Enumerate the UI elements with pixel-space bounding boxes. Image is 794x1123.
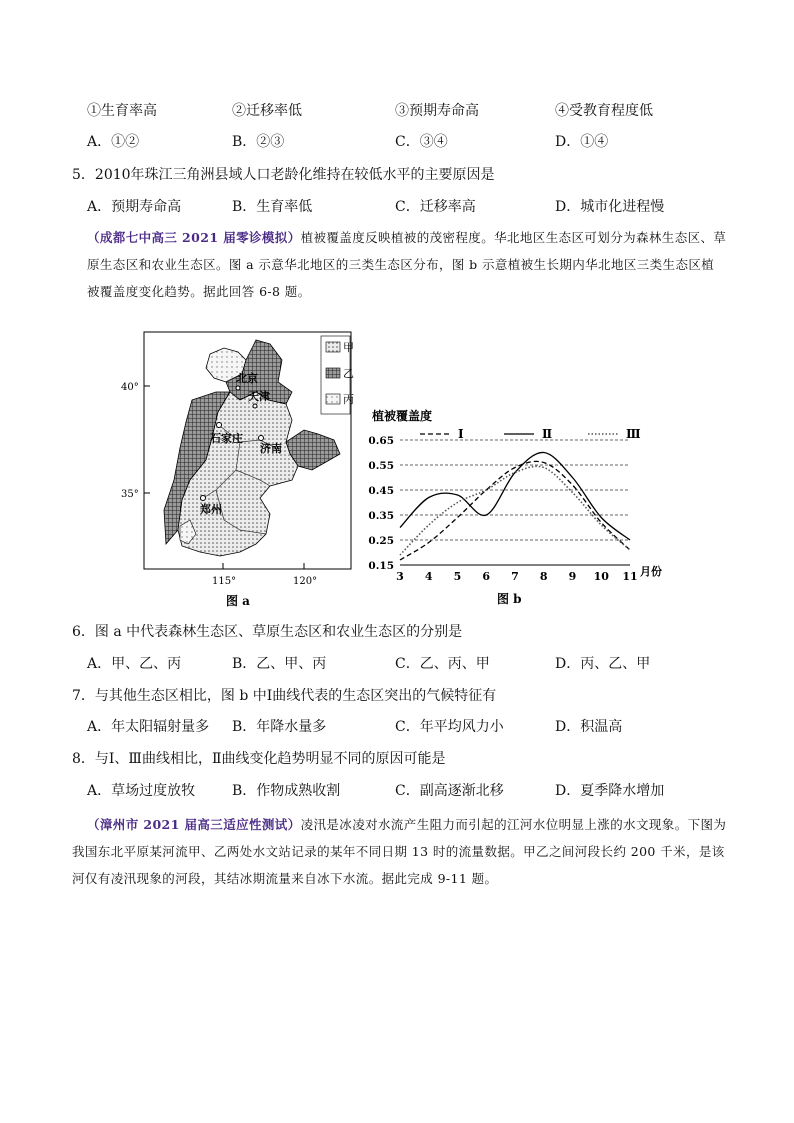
q7-option-a: A．年太阳辐射量多 [87,719,210,735]
q6-stem: 6．图 a 中代表森林生态区、草原生态区和农业生态区的分别是 [72,624,463,640]
q5-option-a: A．预期寿命高 [87,199,182,215]
q7-option-d: D．积温高 [555,719,623,735]
q6-option-b: B．乙、甲、丙 [232,656,327,672]
x-tick-label: 11 [622,570,638,583]
legend-label-2: Ⅱ [542,427,553,441]
x-tick-label: 3 [396,570,404,583]
q6-option-d: D．丙、乙、甲 [555,656,651,672]
y-tick-label: 0.65 [368,435,394,447]
chart-ylabel: 植被覆盖度 [372,409,433,423]
q4-item-1: ①生育率高 [87,103,157,119]
q5-option-d: D．城市化进程慢 [555,199,665,215]
chart-xlabel: 月份 [640,565,662,578]
q4-item-3: ③预期寿命高 [395,103,479,119]
lon-120: 120° [293,576,318,587]
x-tick-label: 6 [482,570,491,583]
q4-item-2: ②迁移率低 [232,103,302,119]
y-tick-label: 0.15 [368,560,394,572]
q8-option-a: A．草场过度放牧 [87,783,196,799]
x-tick-label: 7 [511,570,519,583]
lon-115: 115° [212,576,237,587]
q6-option-a: A．甲、乙、丙 [87,656,182,672]
city-shijiazhuang: 石家庄 [210,432,243,445]
passage-2-text: 凌汛是冰凌对水流产生阻力而引起的江河水位明显上涨的水文现象。下图为我国东北平原某河流甲、乙两处水文站记录的某年不同日期 13 时的流量数据。甲乙之间河段长约 200 千米，是该河仅有凌汛现象的河段，其结冰期流量来自冰下水流。据此完成 9-11 题。 [72,817,727,886]
q8-option-d: D．夏季降水增加 [555,783,665,799]
legend-label-3: Ⅲ [626,427,641,441]
q4-item-4: ④受教育程度低 [555,103,653,119]
map-figure-a [120,330,360,610]
figure-a-caption: 图 a [226,594,250,608]
q4-option-b: B．②③ [232,134,285,150]
series-line-2 [400,452,630,540]
q5-stem: 5．2010年珠江三角洲县域人口老龄化维持在较低水平的主要原因是 [72,167,495,183]
q6-option-c: C．乙、丙、甲 [395,656,490,672]
city-tianjin: 天津 [248,390,270,403]
city-beijing: 北京 [236,372,258,385]
q8-option-b: B．作物成熟收割 [232,783,341,799]
x-tick-label: 4 [424,570,433,583]
q5-option-c: C．迁移率高 [395,199,476,215]
lat-40: 40° [121,382,139,393]
chart-figure-b [362,405,682,610]
lat-35: 35° [121,489,139,500]
x-tick-label: 9 [568,570,577,583]
legend-bing: 丙 [343,393,354,406]
y-tick-label: 0.35 [368,510,394,522]
q4-option-d: D．①④ [555,134,609,150]
q7-option-b: B．年降水量多 [232,719,327,735]
q5-option-b: B．生育率低 [232,199,313,215]
city-jinan: 济南 [260,442,282,455]
x-tick-label: 5 [453,570,462,583]
legend-jia: 甲 [343,341,354,354]
y-tick-label: 0.45 [368,485,394,497]
passage-1-source: （成都七中高三 2021 届零诊模拟） [87,230,301,245]
passage-2 [72,811,732,892]
y-tick-label: 0.55 [368,460,394,472]
legend-yi: 乙 [343,367,354,380]
y-tick-label: 0.25 [368,535,394,547]
q7-stem: 7．与其他生态区相比，图 b 中Ⅰ曲线代表的生态区突出的气候特征有 [72,688,497,704]
q4-option-c: C．③④ [395,134,448,150]
x-tick-label: 10 [593,570,609,583]
city-zhengzhou: 郑州 [200,503,222,516]
x-tick-label: 8 [539,570,548,583]
legend-label-1: Ⅰ [458,427,464,441]
q7-option-c: C．年平均风力小 [395,719,504,735]
passage-1-text: 植被覆盖度反映植被的茂密程度。华北地区生态区可划分为森林生态区、草原生态区和农业生态区。图 a 示意华北地区的三类生态区分布，图 b 示意植被生长期内华北地区三类生态区植被覆盖度变化趋势。据此回答 6-8 题。 [87,230,727,299]
passage-1 [87,224,727,305]
passage-2-source: （漳州市 2021 届高三适应性测试） [87,817,301,832]
q8-option-c: C．副高逐渐北移 [395,783,504,799]
q8-stem: 8．与Ⅰ、Ⅲ曲线相比，Ⅱ曲线变化趋势明显不同的原因可能是 [72,751,446,767]
q4-option-a: A．①② [87,134,140,150]
figure-b-caption: 图 b [497,592,522,606]
